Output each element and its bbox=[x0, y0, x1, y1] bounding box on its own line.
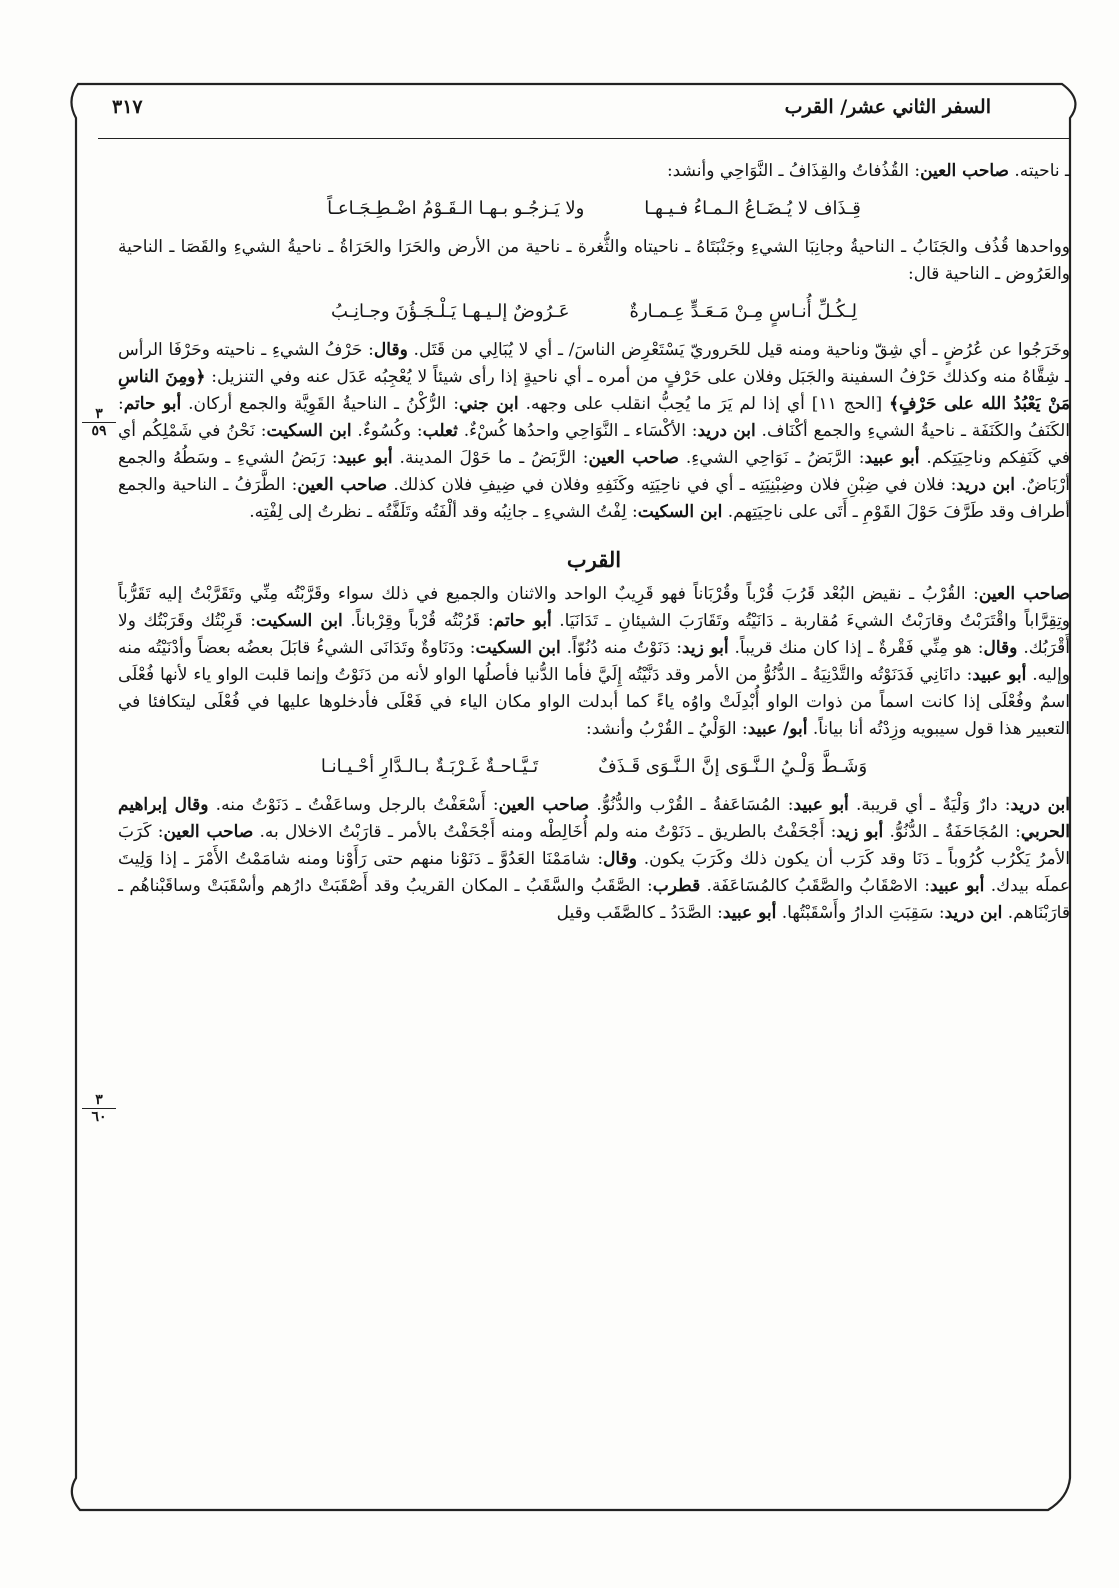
text: [الحج ١١] أي إذا لم يَرَ ما يُحِبُّ انقلب على وجهه. bbox=[518, 394, 890, 414]
running-title: السفر الثاني عشر/ القرب bbox=[784, 96, 991, 118]
text: : دَنَوْتُ منه دُنُوّاً. bbox=[560, 638, 682, 658]
text: : قَرُبْتُه قُرْباً وقِرْباناً. bbox=[342, 611, 494, 631]
text: : شامَمْنَا العَدُوَّ ـ دَنَوْنا منهم حتى رَأَوْنا ومنه شامَمْتُ الأَمْرَ ـ إذا وَلِيتَ عملَه بيدك. bbox=[118, 849, 1070, 896]
paragraph bbox=[118, 581, 1070, 743]
verse bbox=[118, 195, 1070, 222]
text: : حَرْفُ الشيءِ ـ ناحيته وحَرْفَا الرأس ـ شِقَّاهُ منه وكذلك حَرْفُ السفينة والجَبَل وفلان على حَرْفٍ من أمره ـ أي ناحيةٍ إذا رأى شيئاً لا يُعْجِبُه عَدَل عنه وفي التنزيل: bbox=[118, 340, 1070, 387]
margin-reference bbox=[82, 406, 116, 439]
source-name: ابن دريد bbox=[956, 475, 1015, 495]
text: : الوَلْيُ ـ القُرْبُ وأنشد: bbox=[586, 719, 748, 739]
source-name: وقال إبراهيم الحربي bbox=[118, 795, 1070, 842]
source-name: أبو زيد bbox=[836, 822, 884, 842]
source-name: أبو عبيد bbox=[337, 448, 393, 468]
text: : الصَّدَدُ ـ كالصَّقَب وقيل bbox=[556, 903, 723, 923]
verse bbox=[118, 753, 1070, 780]
text: ـ ناحيته. bbox=[1009, 161, 1070, 181]
source-name: ثعلب bbox=[422, 421, 458, 441]
paragraph: وواحدها قُذُف والجَنَابُ ـ الناحيةُ وجانِبَا الشيءِ وجَنْبَتَاهُ ـ ناحيتاه والثُّغرة ـ ناحية من الأرض والحَرَا والحَرَاةُ ـ ناحيةُ الشيءِ والقَصَا ـ الناحية والعَرُوض ـ الناحية قال: bbox=[118, 237, 1070, 284]
source-name: أبو عبيد bbox=[864, 448, 920, 468]
text: : المُجَاحَفَةُ ـ الدُّنُوُّ. bbox=[883, 822, 1021, 842]
text: : الرُّكْنُ ـ الناحيةُ القَوِيَّة والجمع أركان. bbox=[181, 394, 459, 414]
text: : وكُسُوءٌ. bbox=[351, 421, 423, 441]
text: : رَبَضُ الشيءِ ـ وسَطُهُ والجمع أرْبَاضٌ. bbox=[118, 448, 1070, 495]
text: : فلان في ضِبْنِ فلان وضِبْنِيَتِه ـ أي في ناحِيَتِه وكَنَفِهِ وفلان في ضِيفِ فلان كذلك. bbox=[387, 475, 957, 495]
text: : دارٌ وَلْيَةٌ ـ أي قريبة. bbox=[848, 795, 1011, 815]
paragraph bbox=[118, 337, 1070, 526]
section-title: القرب bbox=[566, 547, 622, 572]
verse-hemistich-first: قِـذَاف لا يُـضَـاعُ الـمـاءُ فـيـهـا bbox=[644, 198, 861, 219]
text: : سَقِبَتِ الدارُ وأَسْقَبْتُها. bbox=[776, 903, 945, 923]
text: وخَرَجُوا عن عُرُضٍ ـ أي شِقّ وناحية ومنه قيل للحَروريّ يَسْتَعْرِض الناسَ/ ـ أي لا يُبَالِي من قَتَل. bbox=[407, 340, 1070, 360]
text: : الكَنَفُ والكَنَفَة ـ ناحيةُ الشيءِ والجمع أكْنَاف. bbox=[118, 394, 1070, 441]
verse-hemistich-first: لِـكُـلِّ أُنـاسٍ مِـنْ مَـعَـدٍّ عِـمـارةٌ bbox=[629, 301, 858, 322]
source-name: ابن دريد bbox=[1010, 795, 1070, 815]
text: : الرَّبَضُ ـ ما حَوْلَ المدينة. bbox=[392, 448, 589, 468]
margin-ref-page: ٦٠ bbox=[91, 1109, 107, 1125]
text: : الصَّقَبُ والسَّقَبُ ـ المكان القريبُ وقد أَصْقَبَتْ دارُهم وأسْقَبَتْ وساقَبْناهُم ـ قارَبْنَاهم. bbox=[118, 876, 1070, 923]
text: : كَرَبَ الأمرُ يَكْرُب كُرُوباً ـ دَنَا وقد كَرَب أن يكون ذلك وكَرَبَ يكون. bbox=[118, 822, 1070, 869]
source-name: ابن جني bbox=[458, 394, 519, 414]
source-name: ابن السكيت bbox=[475, 638, 561, 658]
source-name: ابن دريد bbox=[944, 903, 1003, 923]
source-name: صاحب العين bbox=[498, 795, 590, 815]
source-name: ابن دريد bbox=[697, 421, 756, 441]
source-name: ابن السكيت bbox=[266, 421, 352, 441]
margin-ref-part: ٣ bbox=[82, 406, 116, 423]
quran-quote: ﴿ومِنَ الناسِ مَنْ يَعْبُدُ الله على حَرْفٍ﴾ bbox=[118, 367, 1070, 414]
source-name: صاحب العين bbox=[588, 448, 679, 468]
text: : الرَّبَضُ ـ نَوَاحِي الشيءِ. bbox=[678, 448, 865, 468]
verse-hemistich-second: تَـيَّـاحـةٌ غَـرْبَـةٌ بـالـدَّارِ أحْـيـانـا bbox=[320, 756, 539, 777]
source-name: صاحب العين bbox=[920, 161, 1009, 181]
header-rule bbox=[98, 138, 1070, 139]
page-body bbox=[118, 158, 1070, 1478]
text: : نَحْنُ في شَمْلِكُم أي في كَنَفِكم وناحِيَتِكم. bbox=[118, 421, 1070, 468]
source-name: ابن السكيت bbox=[255, 611, 343, 631]
paragraph bbox=[118, 158, 1070, 185]
text: : أَجْحَفْتُ بالطريق ـ دَنَوْتُ منه ولم أُخَالِطْه ومنه أَجْحَفْتُ بالأمر ـ قارَبْتُ الاخلال به. bbox=[253, 822, 837, 842]
text: : الاصْقَابُ والصَّقَبُ كالمُسَاعَفَة. bbox=[700, 876, 930, 896]
verse-hemistich-first: وَشَـطَّ وَلْـيُ الـنَّـوَى إنَّ الـنَّـوَى قَـذَفٌ bbox=[598, 756, 868, 777]
source-name: صاحب العين bbox=[978, 584, 1070, 604]
verse bbox=[118, 298, 1070, 325]
text: : أَسْعَفْتُ بالرجل وساعَفْتُ ـ دَنَوْتُ منه. bbox=[208, 795, 499, 815]
source-name: ابن السكيت bbox=[637, 502, 723, 522]
margin-reference bbox=[82, 1092, 116, 1125]
source-name: صاحب العين bbox=[163, 822, 254, 842]
text: : قَرِبْتُك وقَرَبْتُك ولا أَقْرَبُك. bbox=[118, 611, 1070, 658]
text: : الطَّرَفُ ـ الناحية والجمع أطراف وقد طَرَّفَ حَوْلَ القَوْمِ ـ أَتَى على ناحِيَتِهم. bbox=[118, 475, 1070, 522]
text: : الأكْسَاء ـ النَّوَاحِي واحدُها كُسْءٌ. bbox=[457, 421, 698, 441]
source-name: أبو حاتم bbox=[123, 394, 182, 414]
source-name: وقال bbox=[373, 340, 408, 360]
source-name: صاحب العين bbox=[297, 475, 388, 495]
text: : ودَنَاوةٌ وتَدَانَى الشيءُ قابَلَ بعضُه بعضاً وأدْنَيْتُه منه وإليه. bbox=[118, 638, 1070, 685]
source-name: قطرب bbox=[652, 876, 701, 896]
source-name: أبو عبيد bbox=[793, 795, 849, 815]
source-name: وقال bbox=[983, 638, 1018, 658]
text: : القُذُفاتُ والقِذَافُ ـ النَّوَاحِي وأنشد: bbox=[666, 161, 921, 181]
margin-ref-page: ٥٩ bbox=[91, 423, 107, 439]
source-name: أبو/ عبيد bbox=[747, 719, 808, 739]
source-name: أبو زيد bbox=[681, 638, 729, 658]
text: : دانَانِي فَدَنَوْتُه والتَّدْنِيَةُ ـ الدُّنُوُّ من الأمر وقد دَنَّيْتُه إِلَيَّ فأما الدُّنيا فأصلُها الواو لأنه من دَنَوْتُ وإنما قلبت الواو ياء لأنها فُعْلَى اسمٌ وفُعْلَى إذا كانت اسماً من ذوات الواو أُبْدِلَتْ واوُه ياءً كما أبدلت الواو مكان الياء في فَعْلَى فأدخلوها عليها في فُعْلَى ليتكافئا في التعبير هذا قول سيبويه وزِدْتُه أنا بياناً. bbox=[118, 665, 1070, 739]
verse-hemistich-second: ولا يَـزجُـو بـهـا الـقَـوْمُ اضْـطِـجَـاعـاً bbox=[327, 198, 585, 219]
page-number: ٣١٧ bbox=[112, 96, 143, 118]
verse-hemistich-second: عَـرُوضٌ إلـيـهـا يَـلْـجَـؤُنَ وجـانِـبُ bbox=[330, 301, 570, 322]
source-name: أبو عبيد bbox=[929, 876, 985, 896]
text: : القُرْبُ ـ نقيض البُعْد قَرُبَ قُرْباً وقُرْبَاناً فهو قَرِيبٌ الواحد والاثنان والجميع في ذلك سواء وقَرَّبْتُه مِنِّي وتَقَرَّبْتُ إليه تَقَرُّباً وتِقِرَّاباً واقْتَرَبْتُ وقارَبْتُ الشيءَ مُقاربة ـ دَانَيْتُه وتَقَارَبَ الشيئانِ ـ تَدَانَيَا. bbox=[118, 584, 1070, 631]
source-name: أبو حاتم bbox=[493, 611, 552, 631]
text: : المُسَاعَفةُ ـ القُرْب والدُّنُوُّ. bbox=[589, 795, 794, 815]
text: : لِفْتُ الشيءِ ـ جانِبُه وقد ألْفَتُه وتَلَفَّتُه ـ نظرتُ إلى لِفْتِه. bbox=[249, 502, 638, 522]
source-name: أبو عبيد bbox=[972, 665, 1027, 685]
source-name: أبو عبيد bbox=[722, 903, 777, 923]
margin-ref-part: ٣ bbox=[82, 1092, 116, 1109]
paragraph bbox=[118, 792, 1070, 927]
source-name: وقال bbox=[603, 849, 637, 869]
text: : هو مِنِّي فَقْرةٌ ـ إذا كان منك قريباً. bbox=[728, 638, 984, 658]
